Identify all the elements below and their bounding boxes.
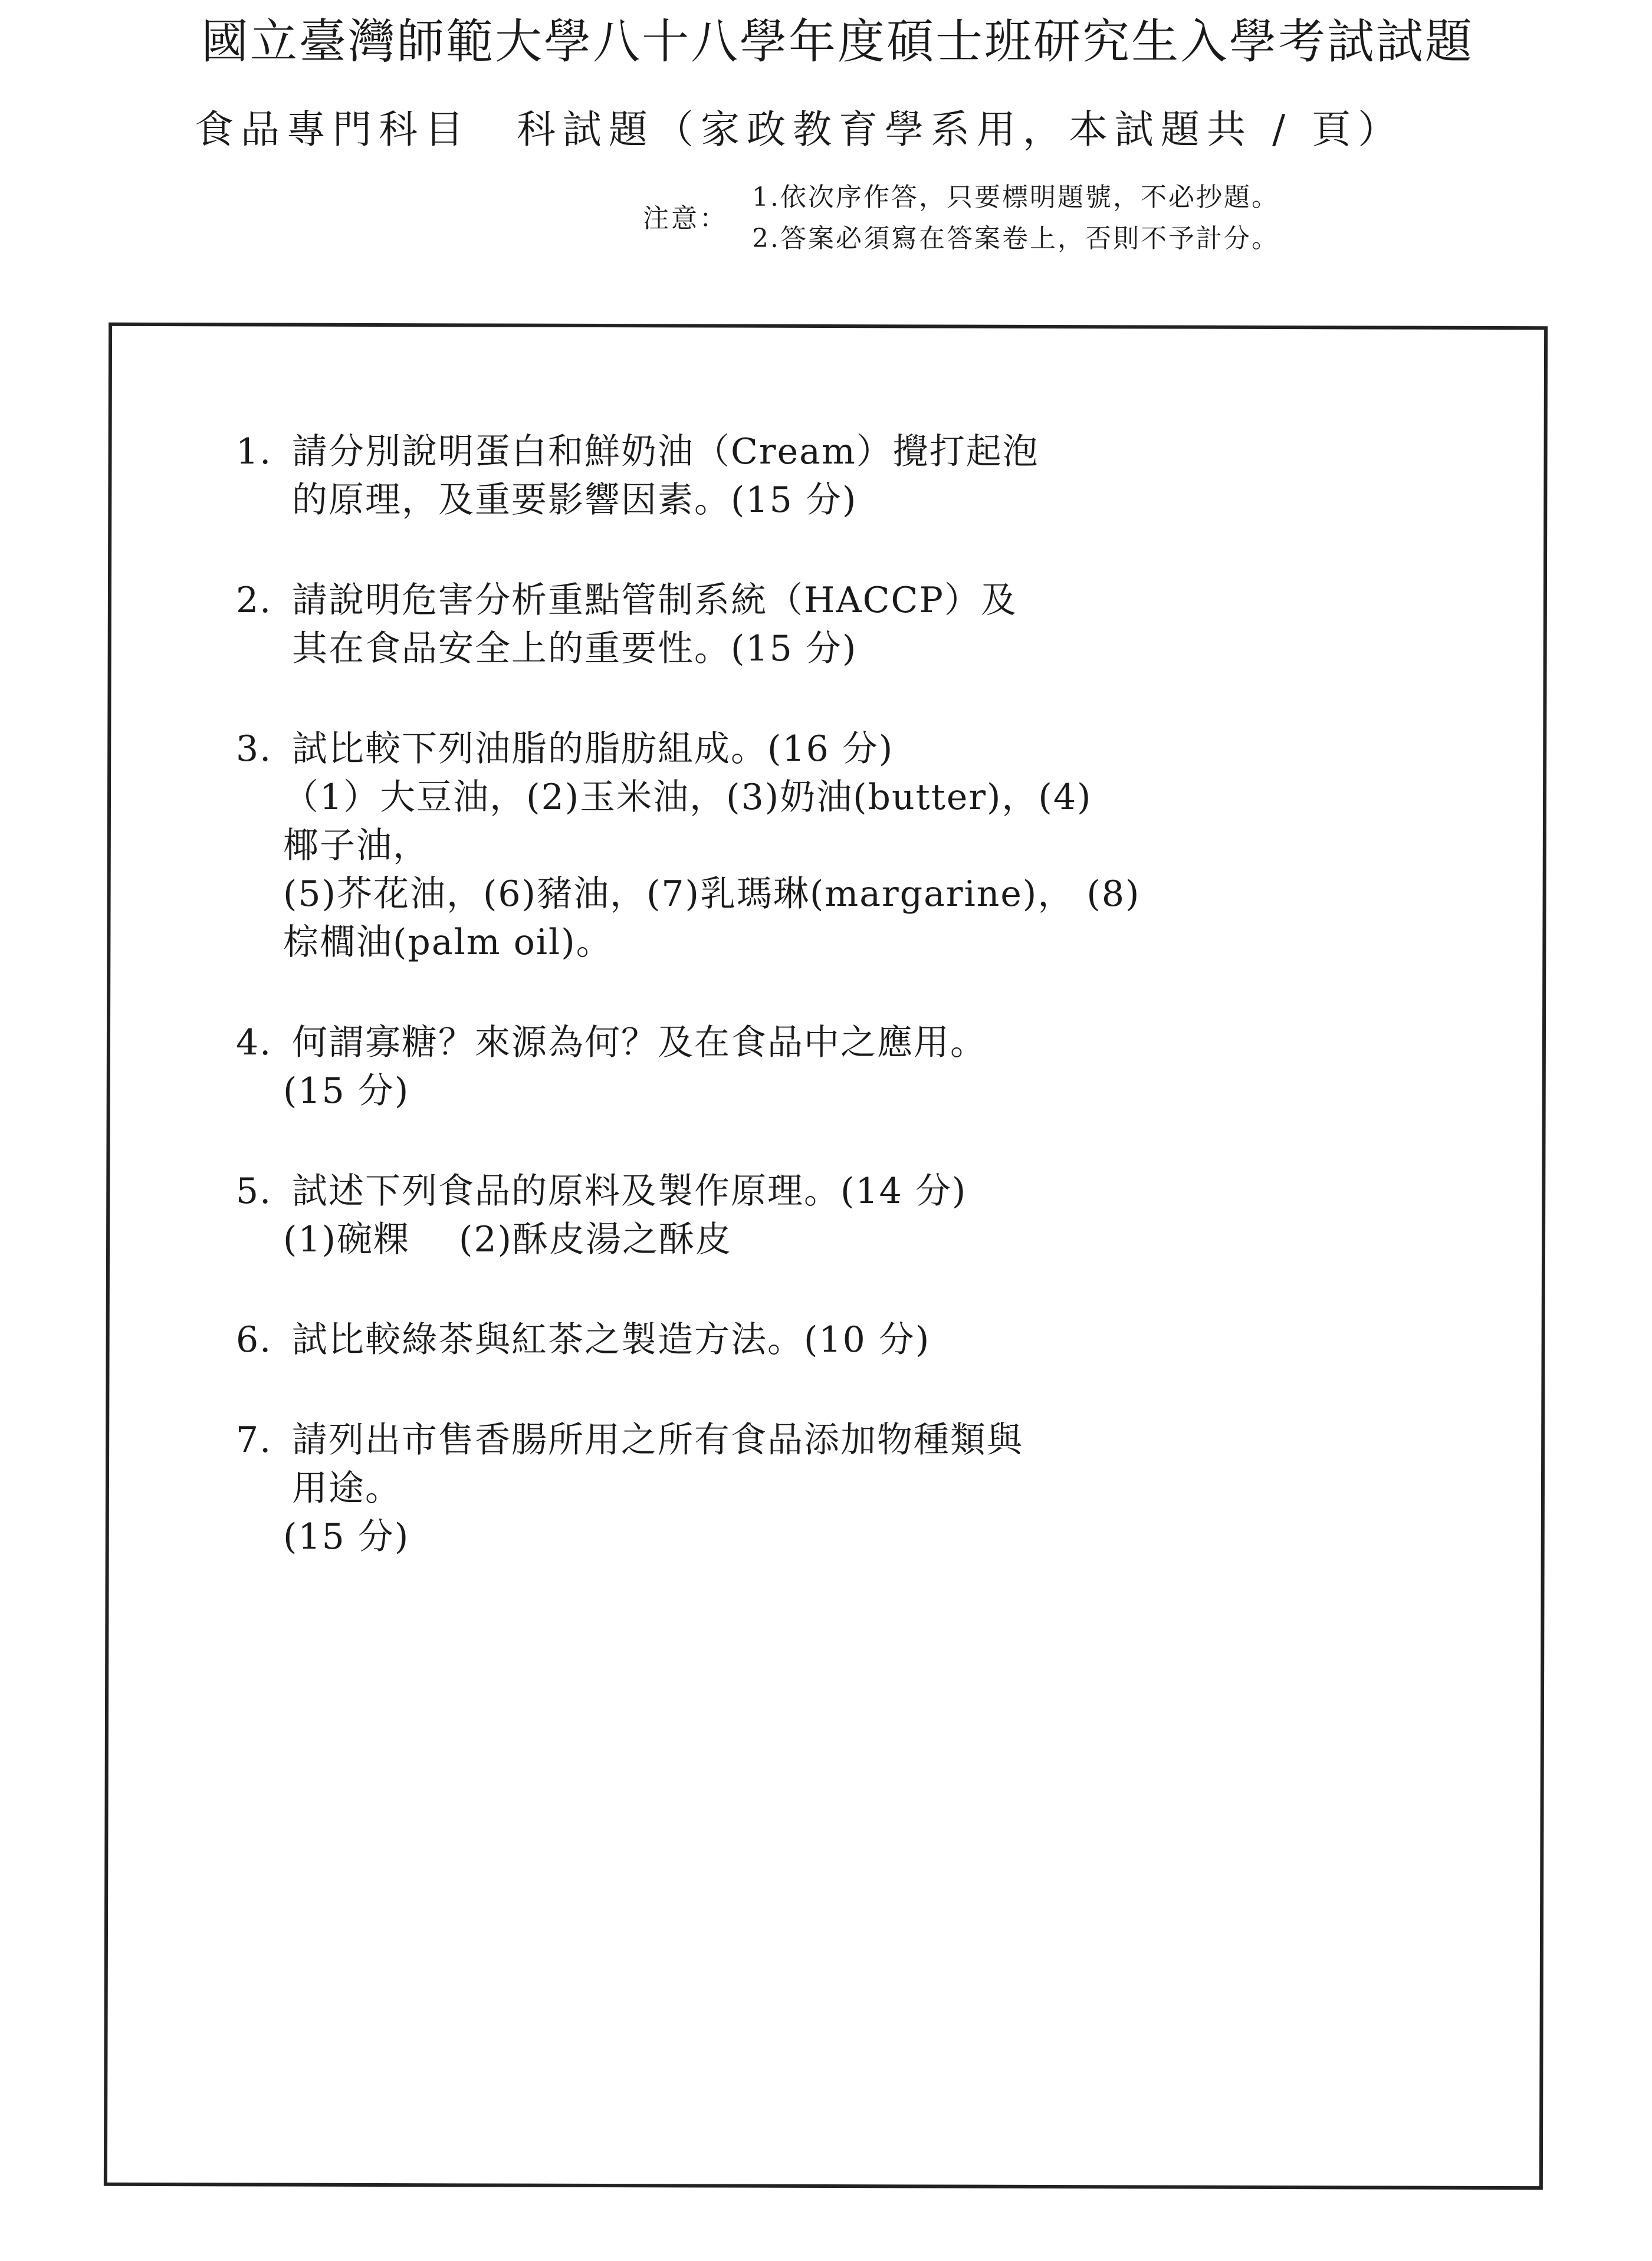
question-text: 用途。 bbox=[292, 1468, 402, 1509]
question-subitem: 椰子油， bbox=[283, 825, 429, 866]
question-subitem: (5)芥花油，(6)豬油，(7)乳瑪琳(margarine)， (8) bbox=[283, 873, 1141, 915]
question-text: 何謂寡糖？來源為何？及在食品中之應用。 bbox=[292, 1022, 987, 1063]
notice-item: 2.答案必須寫在答案卷上，否則不予計分。 bbox=[752, 224, 1279, 254]
question-text: 請分別說明蛋白和鮮奶油（Cream）攪打起泡 bbox=[292, 431, 1039, 472]
question-number: 3. bbox=[236, 728, 272, 770]
question-text: 試比較綠茶與紅茶之製造方法。(10 分) bbox=[292, 1319, 931, 1360]
exam-subtitle: 食品專門科目 科試題（家政教育學系用，本試題共 / 頁） bbox=[195, 107, 1404, 152]
exam-title: 國立臺灣師範大學八十八學年度碩士班研究生入學考試試題 bbox=[201, 14, 1474, 69]
question-number: 2. bbox=[236, 580, 272, 621]
question-number: 4. bbox=[236, 1022, 272, 1063]
notice-items bbox=[752, 177, 1279, 259]
question-6 bbox=[236, 1316, 1126, 1364]
question-4 bbox=[236, 1018, 1126, 1115]
question-subitem: 棕櫚油(palm oil)。 bbox=[283, 922, 613, 963]
question-5 bbox=[236, 1167, 1126, 1264]
question-points: (15 分) bbox=[283, 1070, 410, 1112]
question-7 bbox=[236, 1416, 1126, 1561]
notice-label: 注意： bbox=[643, 203, 728, 234]
question-text: 的原理，及重要影響因素。(15 分) bbox=[292, 479, 858, 521]
question-number: 7. bbox=[236, 1419, 272, 1461]
question-text: 試比較下列油脂的脂肪組成。(16 分) bbox=[292, 728, 894, 770]
question-2 bbox=[236, 576, 1126, 673]
question-number: 5. bbox=[236, 1171, 272, 1212]
question-subitem: （1）大豆油，(2)玉米油，(3)奶油(butter)，(4) bbox=[283, 777, 1092, 818]
question-text: 試述下列食品的原料及製作原理。(14 分) bbox=[292, 1171, 967, 1212]
question-subitem: (1)碗粿 (2)酥皮湯之酥皮 bbox=[283, 1219, 733, 1260]
question-text: 其在食品安全上的重要性。(15 分) bbox=[292, 628, 858, 669]
question-text: 請列出市售香腸所用之所有食品添加物種類與 bbox=[292, 1419, 1023, 1461]
question-number: 6. bbox=[236, 1319, 272, 1360]
question-list bbox=[236, 428, 1141, 1613]
question-3 bbox=[236, 725, 1141, 967]
question-points: (15 分) bbox=[283, 1516, 410, 1557]
question-1 bbox=[236, 428, 1126, 524]
question-text: 請說明危害分析重點管制系統（HACCP）及 bbox=[292, 580, 1017, 621]
question-number: 1. bbox=[236, 431, 272, 472]
notice-item: 1.依次序作答，只要標明題號，不必抄題。 bbox=[752, 182, 1279, 212]
